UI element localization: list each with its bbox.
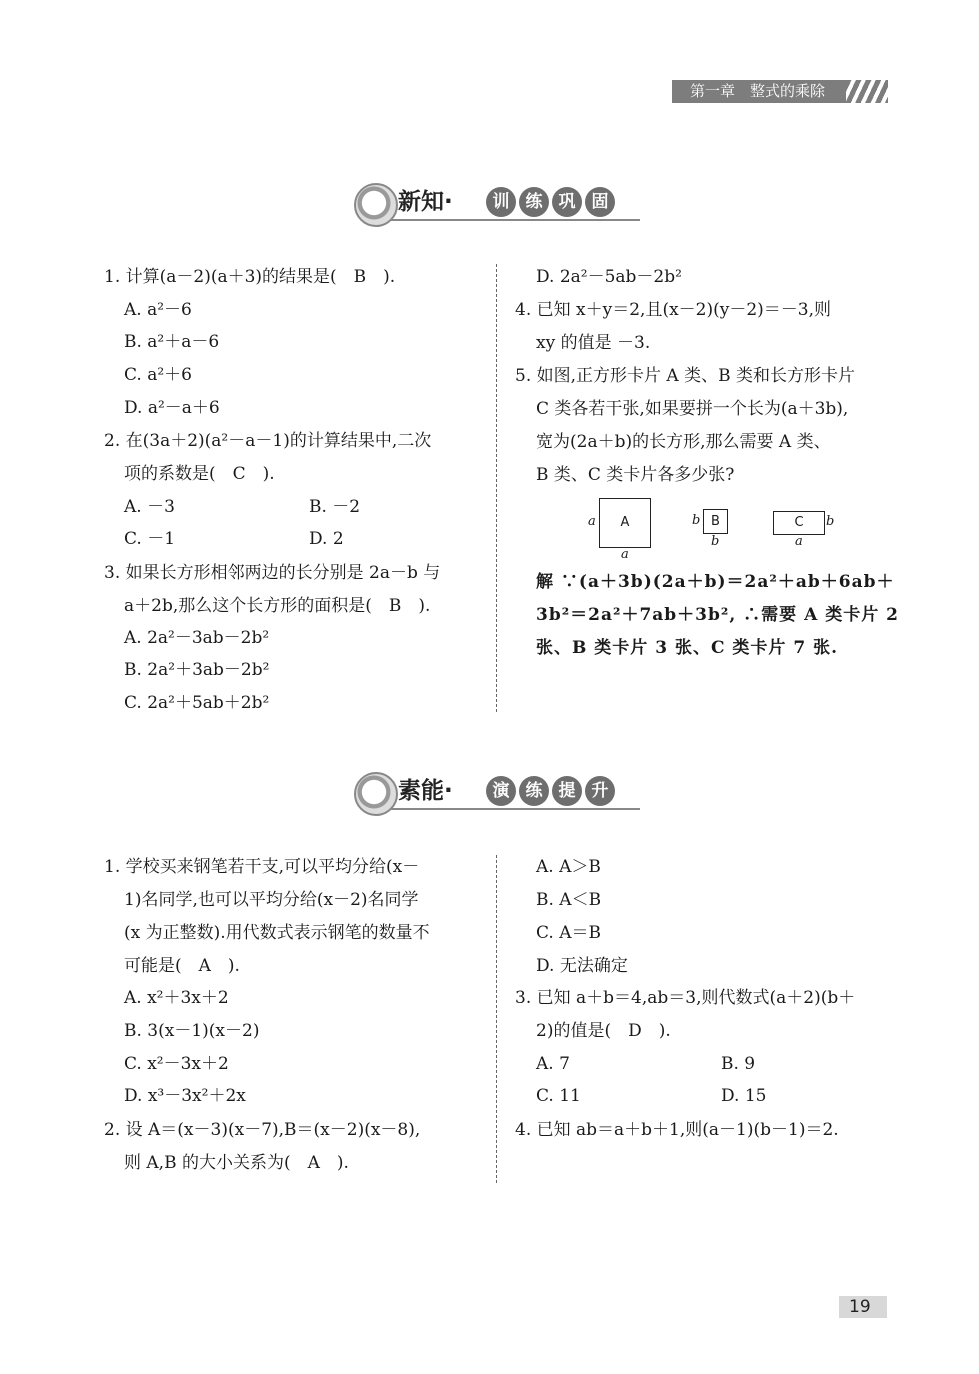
heading-circle-char: 固	[585, 187, 615, 217]
question-5-stem-cont: B 类、C 类卡片各多少张?	[536, 465, 735, 485]
question-2-stem-cont: 则 A,B 的大小关系为( A ).	[124, 1153, 349, 1173]
question-4-stem: 4. 已知 x＋y＝2,且(x－2)(y－2)＝－3,则	[515, 300, 832, 320]
option-d: D. 2a²－5ab－2b²	[536, 267, 682, 287]
solution-line: 3b²＝2a²＋7ab＋3b², ∴需要 A 类卡片 2	[536, 605, 899, 625]
card-a-square: A	[599, 498, 651, 548]
option-a: A. 2a²－3ab－2b²	[124, 628, 270, 648]
option-b: B. －2	[309, 497, 361, 517]
card-b-bottom-label: b	[711, 534, 720, 549]
heading-circle-char: 升	[585, 776, 615, 806]
card-a-bottom-label: a	[621, 547, 629, 562]
section-heading-2	[354, 772, 644, 816]
option-a: A. A＞B	[536, 857, 601, 877]
question-5-stem-cont: C 类各若干张,如果要拼一个长为(a＋3b),	[536, 399, 849, 419]
question-1-stem-cont: 1)名同学,也可以平均分给(x－2)名同学	[124, 890, 419, 910]
heading-circle-char: 训	[486, 187, 516, 217]
option-d: D. 无法确定	[536, 956, 628, 976]
question-2-stem: 2. 设 A＝(x－3)(x－7),B＝(x－2)(x－8),	[104, 1120, 421, 1140]
option-b: B. 9	[721, 1054, 756, 1074]
page-number-badge	[835, 1296, 887, 1318]
option-d: D. x³－3x²＋2x	[124, 1086, 246, 1106]
heading-underline	[390, 808, 640, 810]
card-c-bottom-label: a	[795, 534, 803, 549]
heading-circle-char: 提	[552, 776, 582, 806]
page-number: 19	[849, 1297, 871, 1317]
section-title: 新知·	[398, 189, 453, 215]
option-a: A. 7	[536, 1054, 570, 1074]
section-title: 素能·	[398, 778, 453, 804]
question-3-stem: 3. 已知 a＋b＝4,ab＝3,则代数式(a＋2)(b＋	[515, 988, 856, 1008]
option-c: C. a²＋6	[124, 365, 192, 385]
option-d: D. a²－a＋6	[124, 398, 220, 418]
option-a: A. a²－6	[124, 300, 192, 320]
question-3-stem-cont: 2)的值是( D ).	[536, 1021, 671, 1041]
question-2-stem-cont: 项的系数是( C ).	[124, 464, 275, 484]
option-a: A. x²＋3x＋2	[124, 988, 229, 1008]
option-c: C. 2a²＋5ab＋2b²	[124, 693, 270, 713]
section-heading-1	[354, 183, 644, 227]
solution-line: 解 ∵(a＋3b)(2a＋b)＝2a²＋ab＋6ab＋	[536, 572, 895, 592]
card-a-side-label: a	[588, 514, 596, 529]
heading-underline	[390, 219, 640, 221]
card-c-side-label: b	[826, 514, 835, 529]
column-divider	[496, 855, 497, 1183]
card-b-square: B	[703, 509, 728, 534]
chapter-header-text: 第一章 整式的乘除	[690, 82, 826, 100]
option-d: D. 2	[309, 529, 344, 549]
option-b: B. 2a²＋3ab－2b²	[124, 660, 270, 680]
question-4-answer-line: xy 的值是 －3.	[536, 333, 651, 353]
option-b: B. a²＋a－6	[124, 332, 220, 352]
card-b-side-label: b	[692, 513, 701, 528]
solution-line: 张、B 类卡片 3 张、C 类卡片 7 张.	[536, 638, 838, 658]
question-3-stem: 3. 如果长方形相邻两边的长分别是 2a－b 与	[104, 563, 441, 583]
question-5-stem: 5. 如图,正方形卡片 A 类、B 类和长方形卡片	[515, 366, 856, 386]
question-1-stem-cont: 可能是( A ).	[124, 956, 240, 976]
option-b: B. A＜B	[536, 890, 602, 910]
question-3-stem-cont: a＋2b,那么这个长方形的面积是( B ).	[124, 596, 431, 616]
option-b: B. 3(x－1)(x－2)	[124, 1021, 260, 1041]
question-1-stem: 1. 学校买来钢笔若干支,可以平均分给(x－	[104, 857, 420, 877]
option-c: C. A＝B	[536, 923, 601, 943]
question-1-stem-cont: (x 为正整数).用代数式表示钢笔的数量不	[124, 923, 430, 943]
option-c: C. x²－3x＋2	[124, 1054, 229, 1074]
header-stripes-decoration	[846, 80, 888, 103]
heading-circle-char: 演	[486, 776, 516, 806]
heading-circle-char: 练	[519, 776, 549, 806]
heading-circle-char: 巩	[552, 187, 582, 217]
column-divider	[496, 264, 497, 712]
option-c: C. 11	[536, 1086, 581, 1106]
question-2-stem: 2. 在(3a＋2)(a²－a－1)的计算结果中,二次	[104, 431, 432, 451]
card-c-rectangle: C	[773, 511, 825, 535]
option-a: A. －3	[124, 497, 175, 517]
question-4-stem: 4. 已知 ab＝a＋b＋1,则(a－1)(b－1)＝2.	[515, 1120, 839, 1140]
option-d: D. 15	[721, 1086, 767, 1106]
question-5-stem-cont: 宽为(2a＋b)的长方形,那么需要 A 类、	[536, 432, 831, 452]
heading-circle-char: 练	[519, 187, 549, 217]
option-c: C. －1	[124, 529, 176, 549]
question-1-stem: 1. 计算(a－2)(a＋3)的结果是( B ).	[104, 267, 396, 287]
